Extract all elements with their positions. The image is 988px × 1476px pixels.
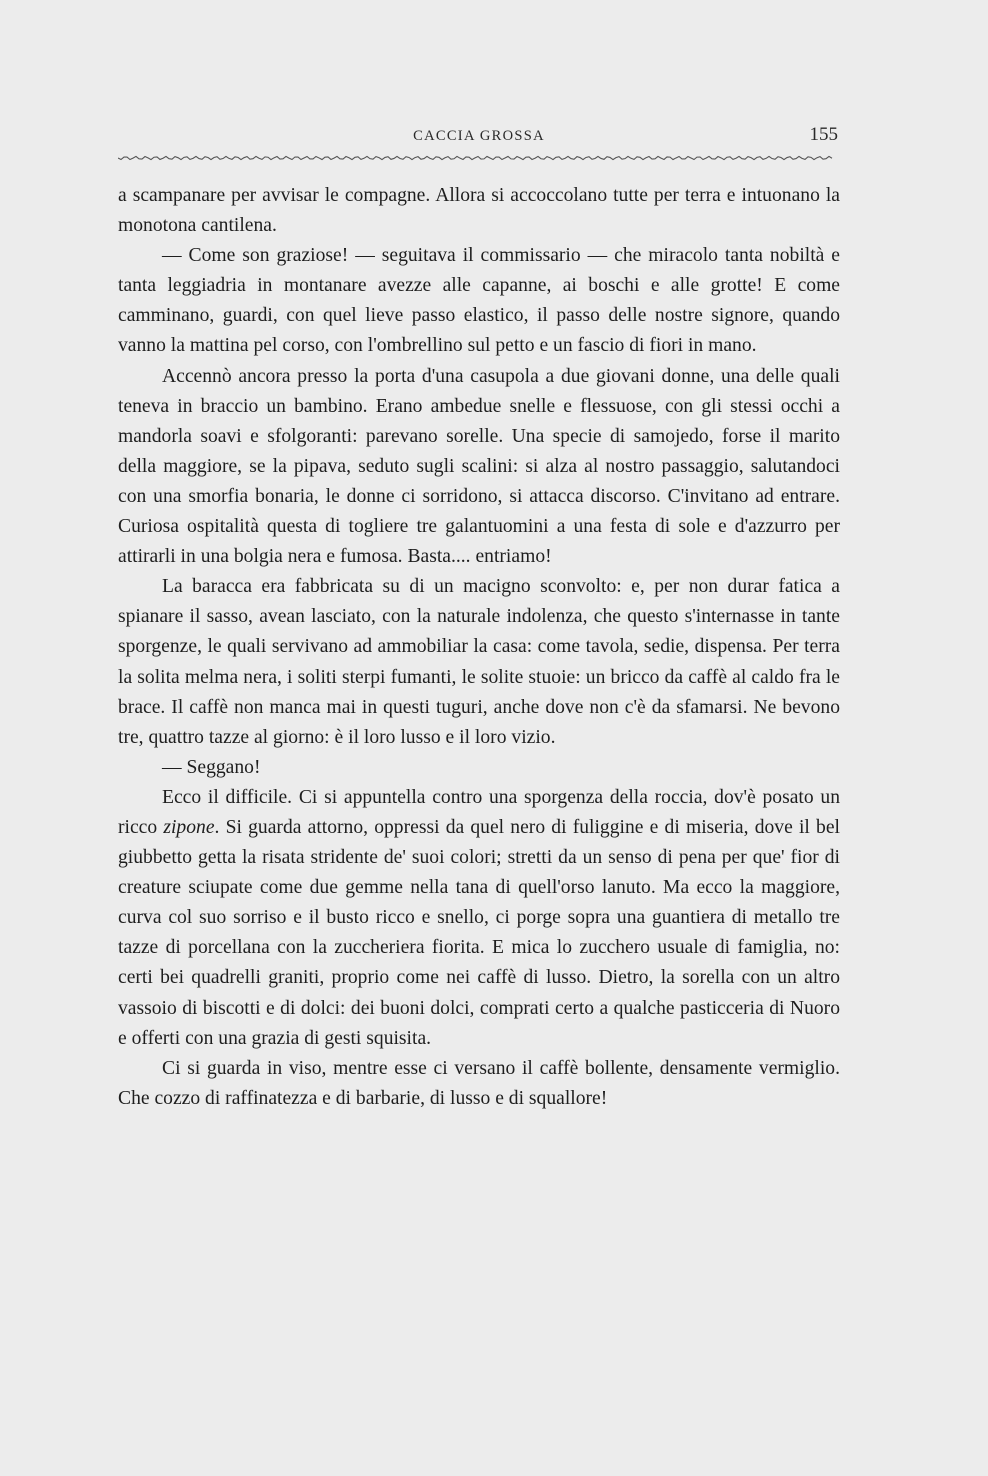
paragraph-3: Accennò ancora presso la porta d'una casupola a due giovani donne, una delle quali teneva in braccio un bambino. Erano ambedue snelle e flessuose, con gli stessi occhi a mandorla soavi e sfolgoranti: parevano sorelle. Una specie di samojedo, forse il marito della maggiore, se la pipava, seduto sugli scalini: si alza al nostro passaggio, salutandoci con una smorfia bonaria, le donne ci sorridono, si attacca discorso. C'invitano ad entrare. Curiosa ospitalità questa di togliere tre galantuomini a una festa di sole e d'azzurro per attirarli in una bolgia nera e fumosa. Basta.... entriamo! [118, 365, 840, 568]
paragraph-2: — Come son graziose! — seguitava il commissario — che miracolo tanta nobiltà e tanta leggiadria in montanare avezze alle capanne, ai boschi e alle grotte! E come camminano, guardi, con quel lieve passo elastico, il passo delle nostre signore, quando vanno la mattina pel corso, con l'ombrellino sul petto e un fascio di fiori in mano. [118, 245, 840, 357]
paragraph-7: Ci si guarda in viso, mentre esse ci versano il caffè bollente, densamente vermiglio. Che cozzo di raffinatezza e di barbarie, di lusso e di squallore! [118, 1057, 840, 1109]
page-header [118, 124, 840, 154]
body-text [118, 181, 840, 1114]
paragraph-4: La baracca era fabbricata su di un macigno sconvolto: e, per non durar fatica a spianare il sasso, avean lasciato, con la naturale indolenza, che questo s'internasse in tante sporgenze, le quali servivano ad ammobiliar la casa: come tavola, sedie, dispensa. Per terra la solita melma nera, i soliti sterpi fumanti, le solite stuoie: un bricco da caffè al caldo fra le brace. Il caffè non manca mai in questi tuguri, anche dove non c'è da sfamarsi. Ne bevono tre, quattro tazze al giorno: è il loro lusso e il loro vizio. [118, 576, 840, 748]
paragraph-6-before: Ecco il difficile. Ci si appuntella contro una sporgenza della roccia, dov'è posato un ricco [118, 786, 840, 838]
running-title: CACCIA GROSSA [413, 128, 545, 144]
decorative-wavy-rule [118, 154, 834, 162]
paragraph-1: a scampanare per avvisar le compagne. Allora si accoccolano tutte per terra e intuonano la monotona cantilena. [118, 185, 840, 237]
page-number: 155 [809, 124, 838, 145]
italic-word: zipone [163, 816, 215, 838]
paragraph-5: — Seggano! [162, 756, 261, 778]
paragraph-6-after: . Si guarda attorno, oppressi da quel nero di fuliggine e di miseria, dove il bel giubbetto getta la risata stridente de' suoi colori; stretti da un senso di pena per que' fior di creature sciupate come due gemme nella tana di quell'orso lanuto. Ma ecco la maggiore, curva col suo sorriso e il busto ricco e snello, ci porge sopra una guantiera di metallo tre tazze di porcellana con la zuccheriera fiorita. E mica lo zucchero usuale di famiglia, no: certi bei quadrelli graniti, proprio come nei caffè di lusso. Dietro, la sorella con un altro vassoio di biscotti e di dolci: dei buoni dolci, comprati certo a qualche pasticceria di Nuoro e offerti con una grazia di gesti squisita. [118, 816, 840, 1049]
paragraph-6 [118, 783, 840, 1054]
